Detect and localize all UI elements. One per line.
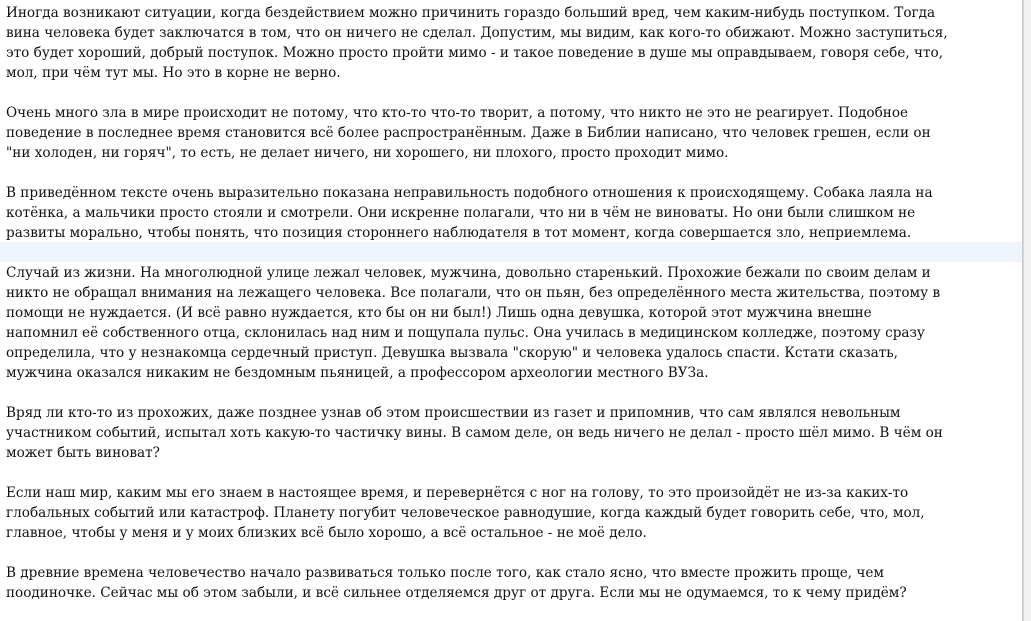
paragraph-7: В древние времена человечество начало развиваться только после того, как стало ясно, что вместе прожить проще, чем поодиночке. Сейчас мы об этом забыли, и всё сильнее отделяемся друг от друга. Если мы не одумаемся, то к чему придём?: [6, 565, 907, 601]
paragraph-4: Случай из жизни. На многолюдной улице лежал человек, мужчина, довольно старенький. Прохожие бежали по своим делам и никто не обращал внимания на лежащего человека. Все полагали, что он пьян, без определённого места жительства, поэтому в помощи не нуждается. (И всё равно нуждается, кто бы он ни был!) Лишь одна девушка, которой этот мужчина внешне напомнил её собственного отца, склонилась над ним и пощупала пульс. Она училась в медицинском колледже, поэтому сразу определила, что у незнакомца сердечный приступ. Девушка вызвала "скорую" и человека удалось спасти. Кстати сказать, мужчина оказался никаким не бездомным пьяницей, а профессором археологии местного ВУЗа.: [6, 265, 941, 381]
scrollbar-edge[interactable]: [1023, 0, 1031, 621]
paragraph-1: Иногда возникают ситуации, когда бездействием можно причинить гораздо больший вред, чем каким-нибудь поступком. Тогда вина человека будет заключатся в том, что он ничего не сделал. Допустим, мы видим, как кого-то обижают. Можно заступиться, это будет хороший, добрый поступок. Можно просто пройти мимо - и такое поведение в душе мы оправдываем, говоря себе, что, мол, при чём тут мы. Но это в корне не верно.: [6, 5, 948, 81]
paragraph-2: Очень много зла в мире происходит не потому, что кто-то что-то творит, а потому, что никто не это не реагирует. Подобное поведение в последнее время становится всё более распространённым. Даже в Библии написано, что человек грешен, если он "ни холоден, ни горяч", то есть, не делает ничего, ни хорошего, ни плохого, просто проходит мимо.: [6, 105, 931, 161]
paragraph-5: Вряд ли кто-то из прохожих, даже позднее узнав об этом происшествии из газет и припомнив, что сам являлся невольным участником событий, испытал хоть какую-то частичку вины. В самом деле, он ведь ничего не делал - просто шёл мимо. В чём он может быть виноват?: [6, 405, 943, 461]
essay-text[interactable]: [6, 3, 1018, 621]
paragraph-3: В приведённом тексте очень выразительно показана неправильность подобного отношения к происходящему. Собака лаяла на котёнка, а мальчики просто стояли и смотрели. Они искренне полагали, что ни в чём не виноваты. Но они были слишком не развиты морально, чтобы понять, что позиция стороннего наблюдателя в тот момент, когда совершается зло, неприемлема.: [6, 185, 933, 241]
paragraph-6: Если наш мир, каким мы его знаем в настоящее время, и перевернётся с ног на голову, то это произойдёт не из-за каких-то глобальных событий или катастроф. Планету погубит человеческое равнодушие, когда каждый будет говорить себе, что, мол, главное, чтобы у меня и у моих близких всё было хорошо, а всё остальное - не моё дело.: [6, 485, 925, 541]
